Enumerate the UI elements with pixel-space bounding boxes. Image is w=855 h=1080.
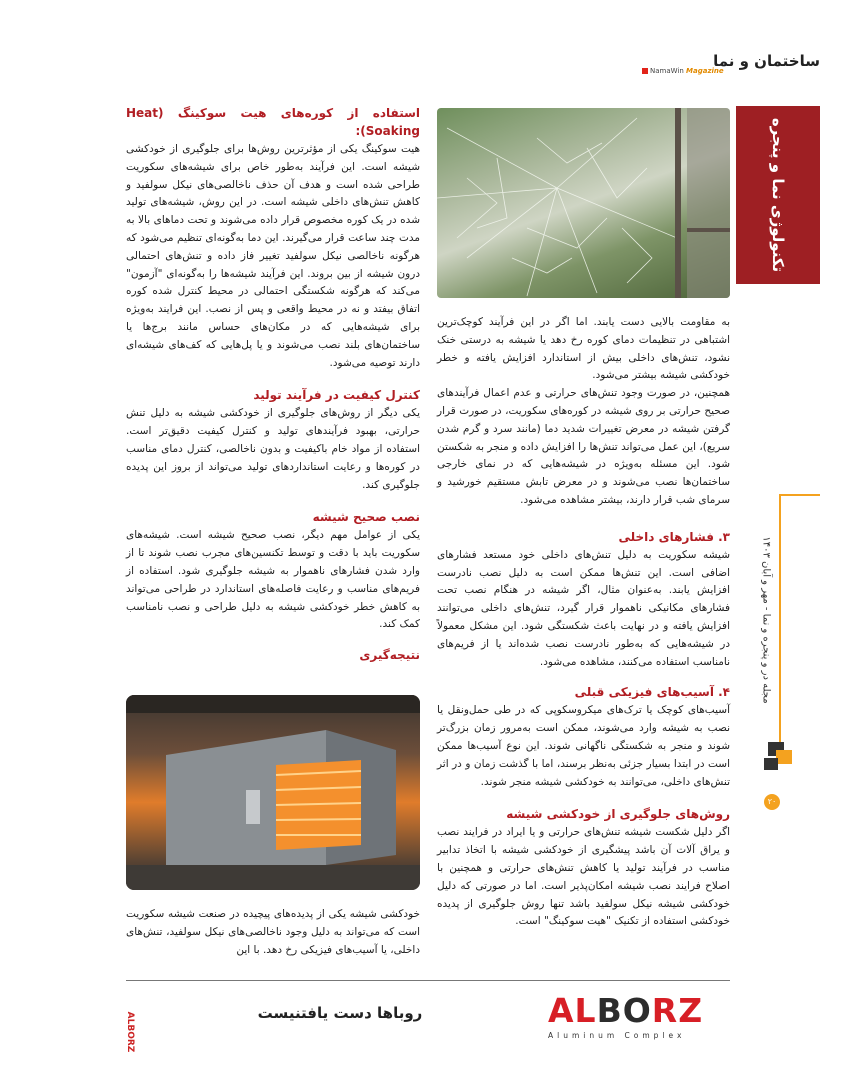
issue-meta: مجله در و پنجره و نما - مهر و آبان ۱۴۰۳ (760, 536, 772, 704)
footer-divider (126, 980, 730, 981)
paragraph: خودکشی شیشه یکی از پدیده‌های پیچیده در صنعت شیشه سکوریت است که می‌تواند به دلیل وجود ناخالصی‌های نیکل سولفید، تنش‌های داخلی، یا آسیب‌های فیزیکی رخ دهد. با این (126, 908, 420, 956)
side-accent-line (780, 494, 820, 496)
side-brand (124, 1002, 136, 1062)
section-heading: روش‌های جلوگیری از خودکشی شیشه (506, 807, 730, 822)
section-heading: کنترل کیفیت در فرآیند تولید (253, 388, 420, 403)
paragraph: شیشه سکوریت به دلیل تنش‌های داخلی خود مستعد فشارهای اضافی است. این تنش‌ها ممکن است به دلیل نصب نادرست افزایش یابند. به‌عنوان مثال، اگر شیشه در هنگام نصب تحت فشارهای مکانیکی ناهموار قرار گیرد، تنش‌های داخلی می‌توانند افزایش یافته و در نهایت باعث شکستگی شود. این مشکل معمولاً در شیشه‌هایی که به‌طور نادرست نصب شده‌اند یا از فریم‌های نامناسب استفاده می‌کنند، مشاهده می‌شود. (437, 548, 730, 668)
section-heading: نتیجه‌گیری (359, 648, 420, 663)
side-accent-vline (779, 494, 781, 744)
paragraph: همچنین، در صورت وجود تنش‌های حرارتی و عدم اعمال فرآیندهای صحیح حرارتی بر روی شیشه در کوره‌های سکوریت، در صورت قرار گرفتن شیشه در معرض تغییرات شدید دما (مانند سرد و گرم شدن سریع)، این عمل می‌تواند تنش‌ها را افزایش داده و منجر به شکستن شود. این مسئله به‌ویژه در شیشه‌هایی که در نمای خارجی ساختمان‌ها نصب می‌شوند و در معرض تابش مستقیم خورشید و سرمای شب قرار دارند، بیشتر مشاهده می‌شود. (437, 387, 730, 506)
brand-part-rz: RZ (651, 991, 704, 1030)
section-tab (736, 106, 820, 284)
right-column (437, 314, 730, 931)
magazine-mark-icon (760, 742, 800, 776)
oven-illustration (126, 695, 420, 890)
section-title: تکنولوژی نما و پنجره (769, 117, 787, 273)
paragraph: یکی دیگر از روش‌های جلوگیری از خودکشی شیشه به دلیل تنش حرارتی، بهبود فرآیندهای تولید و کنترل کیفیت دقیق‌تر است. استفاده از مواد خام باکیفیت و بدون ناخالصی، کنترل دمای مناسب در کوره‌ها و رعایت استانداردهای تولید می‌تواند از بروز این پدیده جلوگیری کند. (126, 407, 420, 491)
brand-part-bo: BO (596, 991, 652, 1030)
left-column-bottom (126, 906, 420, 959)
paragraph: هیت سوکینگ یکی از مؤثرترین روش‌ها برای جلوگیری از خودکشی شیشه است. این فرآیند به‌طور خاص برای شیشه‌های سکوریت طراحی شده است و هدف آن حذف ناخالصی‌های نیکل سولفید و کاهش تنش‌های داخلی شیشه است. در این روش، شیشه‌های تولید شده در یک کوره مخصوص قرار داده می‌شوند و تحت دماهای بالا به مدت چند ساعت قرار می‌گیرند. این دما به‌گونه‌ای تنظیم می‌شود که هرگونه ناخالصی نیکل سولفید تغییر فاز داده و تنش‌های احتمالی درون شیشه از بین بروند. این فرآیند شیشه‌ها را به‌گونه‌ای "آزمون" می‌کند که هرگونه شکستگی احتمالی در محیط کنترل شده کوره اتفاق بیفتد و نه در محیط واقعی و پس از نصب. این فرایند به‌ویژه برای شیشه‌هایی که در مکان‌های حساس مانند برج‌ها یا ساختمان‌های بلند نصب می‌شوند و یا پل‌هایی که کف‌های شیشه‌ای دارند توصیه می‌شود. (126, 143, 420, 369)
section-heading: ۳. فشارهای داخلی (618, 529, 730, 544)
magazine-label-en: Magazine (686, 67, 724, 75)
page-number: ۲۰ (764, 794, 780, 810)
magazine-logo (640, 52, 820, 78)
paragraph: به مقاومت بالایی دست یابند. اما اگر در این فرآیند کوچک‌ترین اشتباهی در تنظیمات دمای کوره رخ دهد یا شیشه به درستی خنک نشود، تنش‌های داخلی بیش از استاندارد افزایش یافته و خطر خودکشی شیشه بیشتر می‌شود. (437, 316, 730, 382)
section-heading: استفاده از کوره‌های هیت سوکینگ (Heat Soaking): (126, 106, 420, 138)
section-heading: ۴. آسیب‌های فیزیکی قبلی (574, 685, 730, 700)
broken-glass-photo (437, 108, 730, 298)
logo-square-icon (642, 68, 648, 74)
alborz-logo (548, 993, 730, 1043)
brand-tagline: Aluminum Complex (548, 1031, 686, 1040)
brand-part-al: AL (548, 991, 597, 1030)
section-heading: نصب صحیح شیشه (312, 510, 420, 525)
magazine-logo-fa: ساختمان و نما (713, 52, 820, 70)
paragraph: آسیب‌های کوچک یا ترک‌های میکروسکوپی که در طی حمل‌ونقل یا نصب به شیشه وارد می‌شوند، ممکن است به‌مرور زمان بزرگ‌تر شوند و منجر به شکستگی ناگهانی شوند. این نوع آسیب‌ها ممکن است در ابتدا بسیار جزئی به‌نظر برسند، اما با گذشت زمان و در اثر تنش‌های داخلی، می‌توانند به خودکشی شیشه منجر شوند. (437, 704, 730, 788)
paragraph: یکی از عوامل مهم دیگر، نصب صحیح شیشه است. شیشه‌های سکوریت باید با دقت و توسط تکنسین‌های مجرب نصب شوند تا از وارد شدن فشارهای ناهموار به شیشه جلوگیری شود. استفاده از فریم‌های مناسب و رعایت فاصله‌های استاندارد در طراحی می‌تواند به کاهش خطر خودکشی شیشه به دلیل طراحی و نصب نامناسب کمک کند. (126, 529, 420, 631)
left-column (126, 104, 420, 665)
magazine-brand-en: NamaWin (650, 67, 684, 75)
footer-slogan: روباها دست یافتنیست (257, 1004, 423, 1022)
heat-soak-oven-photo (126, 695, 420, 890)
paragraph: اگر دلیل شکست شیشه تنش‌های حرارتی و یا ایراد در فرایند نصب و یراق آلات آن باشد پیشگیری از خودکشی شیشه با اتخاذ تدابیر مناسب در فرآیند تولید یا کاهش تنش‌های حرارتی و همچنین با اصلاح فرایند نصب شیشه امکان‌پذیر است. اما در صورتی که دلیل خودکشی شیشه نیکل سولفید باشد تنها روش جلوگیری از پدیده خودکشی استفاده از تکنیک "هیت سوکینگ" است. (437, 826, 730, 928)
side-brand-text: ALBORZ (125, 1011, 135, 1053)
cracked-glass-illustration (437, 108, 730, 298)
